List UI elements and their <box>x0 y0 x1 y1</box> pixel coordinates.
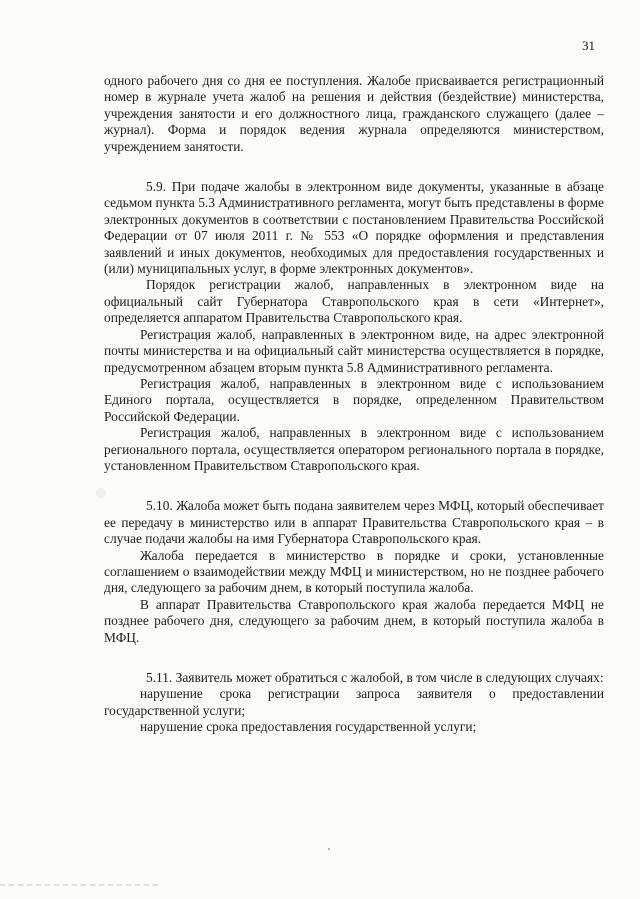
document-body <box>104 73 604 736</box>
list-item-service-deadline: нарушение срока предоставления государственной услуги; <box>140 719 477 735</box>
scan-dot <box>328 848 330 850</box>
paragraph-5-9: 5.9. При подаче жалобы в электронном виде документы, указанные в абзаце седьмом пункта 5.3 Административного регламента, могут быть представлены в форме электронных документов в соответствии с постановлением Правительства Российской Федерации от 07 июля 2011 г. № 553 «О порядке оформления и представления заявлений и иных документов, необходимых для предоставления государственных и (или) муниципальных услуг, в форме электронных документов». <box>104 179 604 277</box>
paragraph-regional-portal: Регистрация жалоб, направленных в электронном виде с использованием регионального портала, осуществляется оператором регионального портала в порядке, установленном Правительством Ставропольского края. <box>104 425 604 473</box>
paragraph-unified-portal: Регистрация жалоб, направленных в электронном виде с использованием Единого портала, осуществляется в порядке, определенном Правительством Российской Федерации. <box>104 375 604 424</box>
paragraph-ministry-email: Регистрация жалоб, направленных в электронном виде, на адрес электронной почты министерства и на официальный сайт министерства осуществляется в порядке, предусмотренном абзацем вторым пункта 5.8 Административного регламента. <box>104 326 604 375</box>
page-number: 31 <box>582 38 595 53</box>
paragraph-continuation: одного рабочего дня со дня ее поступления. Жалобе присваивается регистрационный номер в журнале учета жалоб на решения и действия (бездействие) министерства, учреждения занятости и его должностного лица, гражданского служащего (далее – журнал). Форма и порядок ведения журнала определяются министерством, учреждением занятости. <box>104 73 604 154</box>
paragraph-5-11: 5.11. Заявитель может обратиться с жалобой, в том числе в следующих случаях: <box>146 670 604 685</box>
paragraph-5-10: 5.10. Жалоба может быть подана заявителем через МФЦ, который обеспечивает ее передачу в министерство или в аппарат Правительства Ставропольского края – в случае подачи жалобы на имя Губернатора Ставропольского края. <box>104 498 604 547</box>
list-item-registration-deadline: нарушение срока регистрации запроса заявителя о предоставлении государственной услуги; <box>104 686 604 718</box>
scan-artifact-line <box>0 884 160 886</box>
scan-smudge <box>96 488 106 498</box>
paragraph-governor-site: Порядок регистрации жалоб, направленных в электронном виде на официальный сайт Губернатора Ставропольского края в сети «Интернет», определяется аппаратом Правительства Ставропольского края. <box>104 277 604 326</box>
paragraph-apparatus-transfer: В аппарат Правительства Ставропольского края жалоба передается МФЦ не позднее рабочего дня, следующего за рабочим днем, в который поступила жалоба в МФЦ. <box>104 596 604 645</box>
paragraph-mfc-transfer: Жалоба передается в министерство в порядке и сроки, установленные соглашением о взаимодействии между МФЦ и министерством, но не позднее рабочего дня, следующего за рабочим днем, в который поступила жалоба. <box>104 547 604 596</box>
